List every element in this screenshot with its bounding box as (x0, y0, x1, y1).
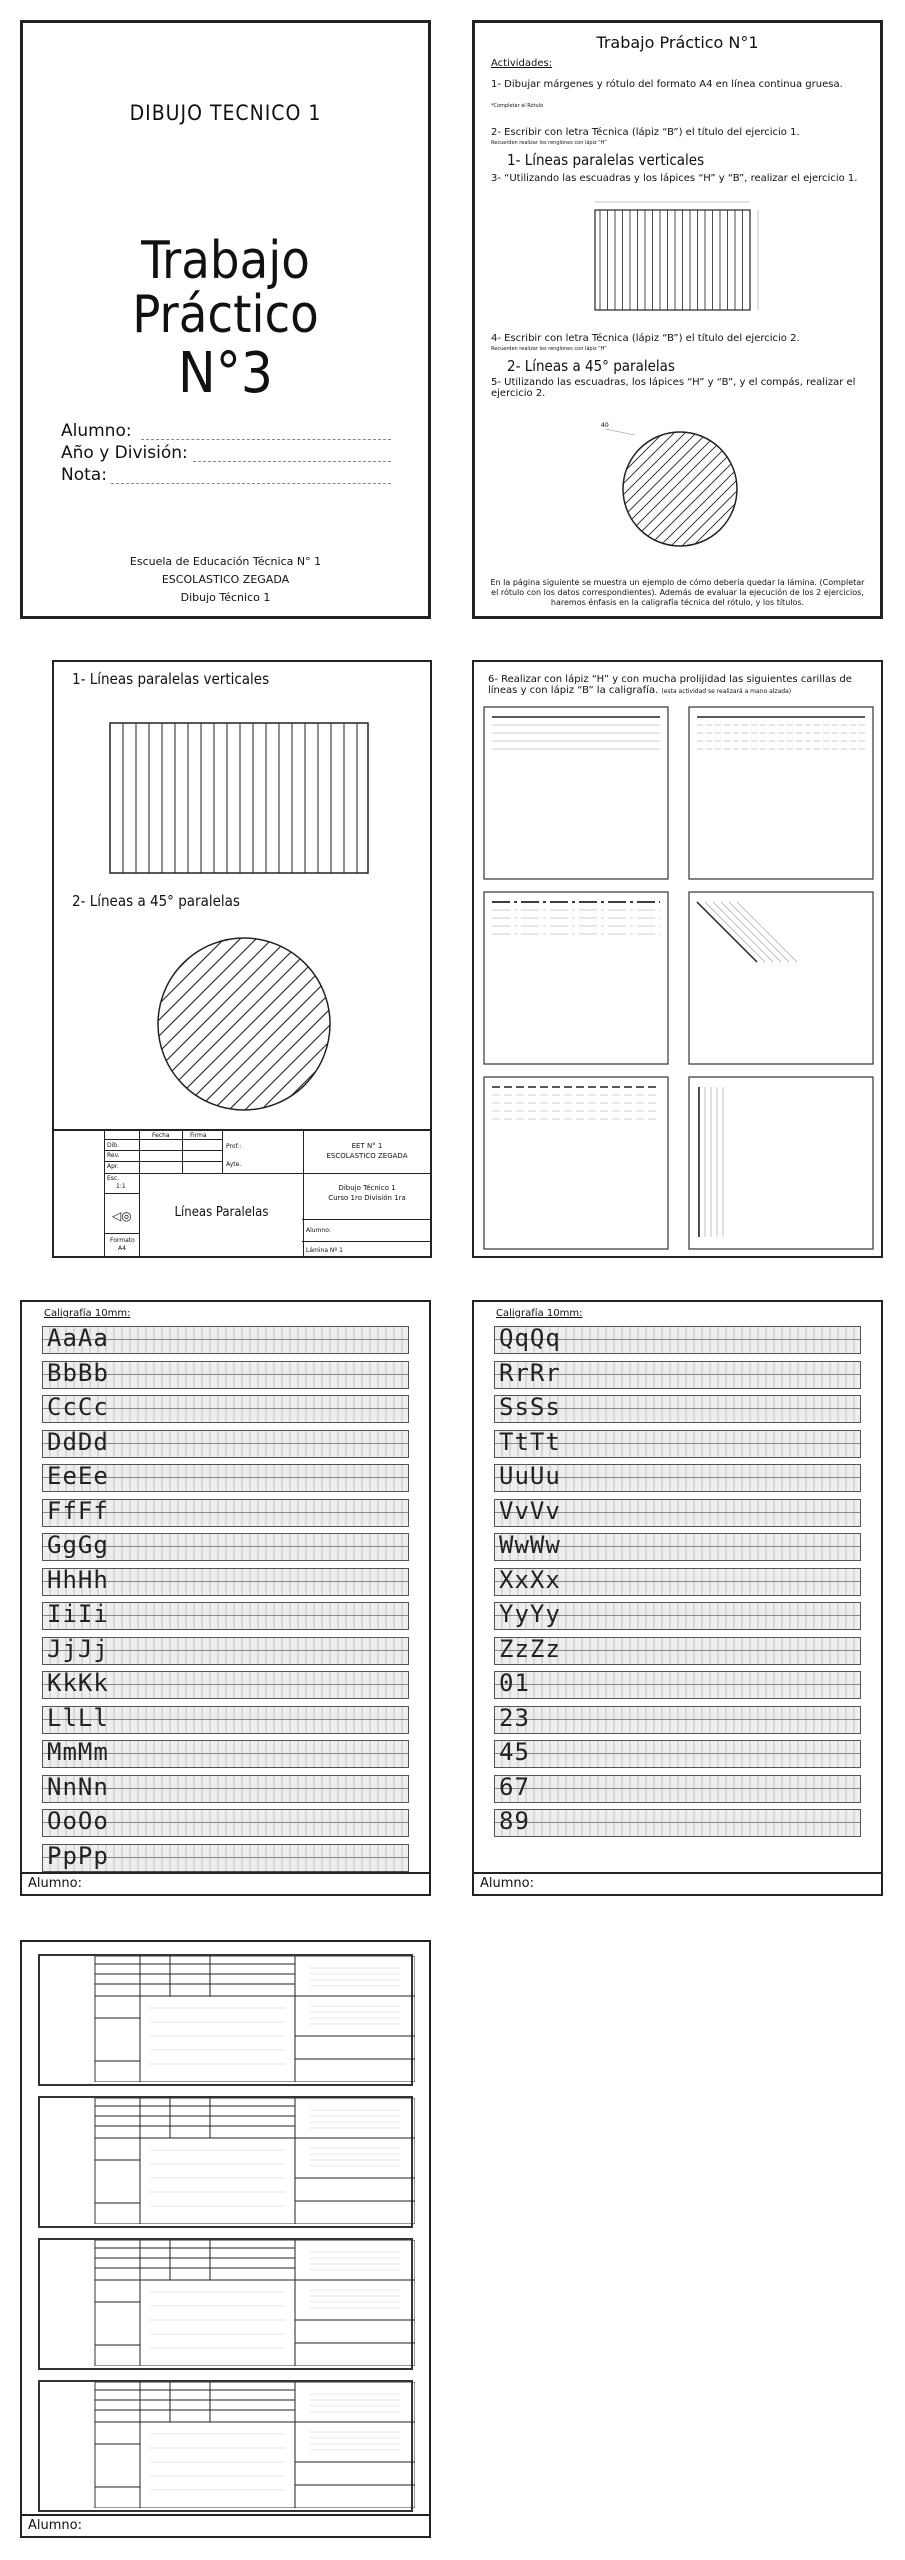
rotulo-fecha: Fecha (152, 1132, 170, 1139)
rotulo-practice-page (20, 1940, 431, 2538)
rotulo-ayte: Ayte. (226, 1161, 242, 1168)
rotulo-lamina: Lámina Nº 1 (306, 1247, 343, 1254)
caligraphy-row (494, 1703, 861, 1734)
field-ano-division: Año y División: (61, 443, 391, 463)
caligraphy-row (494, 1496, 861, 1527)
rotulo-dib: Dib. (107, 1142, 120, 1149)
line-box (484, 1077, 668, 1249)
cover-title-1: Trabajo (141, 231, 310, 291)
instructions-page (472, 20, 883, 619)
caligraphy-text: EeEe (47, 1462, 109, 1490)
caligraphy-text: KkKk (47, 1669, 109, 1697)
rotulo-esc-val: 1:1 (116, 1183, 126, 1190)
rotulo-apr: Apr. (107, 1163, 119, 1170)
cover-title-3: N°3 (178, 341, 273, 406)
caligraphy-row (42, 1740, 409, 1768)
rotulo-subject: Dibujo Técnico 1 Curso 1ro División 1ra (328, 1184, 406, 1202)
caligraphy-row (494, 1464, 861, 1492)
title-block (54, 1129, 430, 1258)
rotulo-sheet (38, 2380, 413, 2512)
caligraphy-text: 89 (499, 1807, 530, 1835)
alumno-bar: Alumno: (22, 2514, 429, 2536)
rotulo-formato-val: A4 (118, 1245, 126, 1252)
caligraphy-text: NnNn (47, 1772, 109, 1801)
caligraphy-text: HhHh (47, 1565, 109, 1594)
ex1-drawing (575, 198, 775, 323)
caligraphy-text: QqQq (499, 1324, 561, 1352)
caligraphy-row (494, 1772, 861, 1803)
rotulo-formato: Formato (110, 1237, 135, 1244)
caligraphy-row (494, 1326, 861, 1354)
caligraphy-row (42, 1533, 409, 1561)
caligraphy-text: 45 (499, 1738, 530, 1766)
field-alumno: Alumno: (61, 421, 391, 441)
cover-page (20, 20, 431, 619)
caligraphy-text: SsSs (499, 1393, 561, 1421)
rotulo-esc: Esc. (107, 1175, 120, 1182)
caligraphy-text: IiIi (47, 1600, 109, 1628)
ex2-drawing (595, 413, 765, 558)
activity-3: 3- “Utilizando las escuadras y los lápices “H” y “B”, realizar el ejercicio 1. (491, 173, 858, 184)
caligraphy-text: RrRr (499, 1358, 561, 1387)
activities-label: Actividades: (491, 58, 553, 69)
ex2-title: 2- Líneas a 45° paralelas (507, 357, 675, 375)
line-box (689, 1077, 873, 1249)
example-page (52, 660, 432, 1258)
caligraphy-row (494, 1809, 861, 1837)
caligraphy-row (494, 1634, 861, 1665)
rotulo-sheet (38, 1954, 413, 2086)
caligraphy-row (42, 1326, 409, 1354)
activity-1: 1- Dibujar márgenes y rótulo del formato A4 en línea continua gruesa. (491, 79, 843, 90)
cover-title-2: Práctico (132, 285, 319, 345)
ex1-heading: 1- Líneas paralelas verticales (72, 670, 270, 688)
ex2-circle (154, 934, 334, 1114)
caligraphy-row (42, 1427, 409, 1458)
caligraphy-text: GgGg (47, 1531, 109, 1559)
caligraphy-text: YyYy (499, 1600, 561, 1628)
caligraphy-page-1 (20, 1300, 431, 1896)
caligraphy-row (494, 1358, 861, 1389)
rotulo-sheet (38, 2238, 413, 2370)
caligraphy-header: Caligrafía 10mm: (496, 1308, 583, 1319)
tp-footer: En la página siguiente se muestra un ejemplo de cómo debería quedar la lámina. (Completar el rótulo con los datos correspondientes). Además de evaluar la ejecución de los 2 ejercicios, haremos énfasis en la caligrafía técnica del rótulo, y los títulos. (490, 578, 865, 607)
field-nota: Nota: (61, 465, 391, 485)
caligraphy-text: 23 (499, 1703, 530, 1732)
caligraphy-text: CcCc (47, 1393, 109, 1421)
activity-2-note: Recuerden realizar los renglones con lápiz “H” (491, 140, 607, 146)
caligraphy-row (494, 1565, 861, 1596)
caligraphy-row (42, 1602, 409, 1630)
ex1-lines (109, 722, 371, 877)
caligraphy-row (42, 1496, 409, 1527)
caligraphy-text: XxXx (499, 1565, 561, 1594)
rotulo-school: EET N° 1 ESCOLASTICO ZEGADA (326, 1142, 408, 1160)
school-line-3: Dibujo Técnico 1 (180, 591, 271, 604)
caligraphy-text: ZzZz (499, 1634, 561, 1663)
caligraphy-row (42, 1464, 409, 1492)
projection-icon: ◁◎ (112, 1209, 132, 1223)
rotulo-alumno: Alumno: (306, 1227, 331, 1234)
caligraphy-text: MmMm (47, 1738, 109, 1766)
caligraphy-row (494, 1533, 861, 1561)
caligraphy-row (42, 1634, 409, 1665)
line-box (484, 707, 668, 879)
caligraphy-header: Caligrafía 10mm: (44, 1308, 131, 1319)
activity-4-note: Recuerden realizar los renglones con lápiz “H” (491, 346, 607, 352)
caligraphy-row (42, 1772, 409, 1803)
rotulo-name: Líneas Paralelas (174, 1205, 269, 1220)
caligraphy-row (42, 1671, 409, 1699)
exercise6-boxes (474, 662, 881, 1256)
dim-label: 40 (601, 422, 609, 429)
caligraphy-row (42, 1809, 409, 1837)
alumno-bar: Alumno: (474, 1872, 881, 1894)
caligraphy-text: AaAa (47, 1324, 109, 1352)
caligraphy-text: FfFf (47, 1496, 109, 1525)
caligraphy-text: UuUu (499, 1462, 561, 1490)
caligraphy-text: PpPp (47, 1841, 109, 1870)
caligraphy-row (494, 1740, 861, 1768)
caligraphy-text: LlLl (47, 1703, 109, 1732)
activity-4: 4- Escribir con letra Técnica (lápiz “B”) el título del ejercicio 2. (491, 333, 800, 344)
caligraphy-row (42, 1703, 409, 1734)
caligraphy-text: TtTt (499, 1427, 561, 1456)
activity-5: 5- Utilizando las escuadras, los lápices “H” y “B”, y el compás, realizar el ejercicio 2. (491, 377, 856, 399)
school-line-2: ESCOLASTICO ZEGADA (161, 573, 290, 586)
caligraphy-row (42, 1841, 409, 1872)
school-line-1: Escuela de Educación Técnica N° 1 (129, 555, 322, 568)
caligraphy-page-2 (472, 1300, 883, 1896)
caligraphy-text: 01 (499, 1669, 530, 1697)
line-box (689, 892, 873, 1064)
exercise6-text: 6- Realizar con lápiz “H” y con mucha prolijidad las siguientes carillas de líneas y con lápiz “B” la caligrafía. (esta actividad se realizará a mano alzada) (488, 674, 852, 696)
cover-subject: DIBUJO TECNICO 1 (129, 101, 322, 125)
alumno-bar: Alumno: (22, 1872, 429, 1894)
caligraphy-text: OoOo (47, 1807, 109, 1835)
ex2-heading: 2- Líneas a 45° paralelas (72, 892, 240, 910)
exercise6-page (472, 660, 883, 1258)
caligraphy-text: WwWw (499, 1531, 561, 1559)
caligraphy-text: VvVv (499, 1496, 561, 1525)
caligraphy-row (494, 1395, 861, 1423)
activity-2: 2- Escribir con letra Técnica (lápiz “B”) el título del ejercicio 1. (491, 127, 800, 138)
line-box (484, 892, 668, 1064)
caligraphy-text: BbBb (47, 1358, 109, 1387)
caligraphy-text: DdDd (47, 1427, 109, 1456)
rotulo-prof: Prof.: (226, 1143, 242, 1150)
caligraphy-row (494, 1671, 861, 1699)
rotulo-sheet (38, 2096, 413, 2228)
ex1-title: 1- Líneas paralelas verticales (507, 151, 705, 169)
tp-title: Trabajo Práctico N°1 (596, 33, 759, 52)
line-box (689, 707, 873, 879)
rotulo-firma: Firma (190, 1132, 207, 1139)
caligraphy-row (494, 1602, 861, 1630)
caligraphy-row (42, 1565, 409, 1596)
caligraphy-row (42, 1358, 409, 1389)
caligraphy-row (42, 1395, 409, 1423)
caligraphy-text: 67 (499, 1772, 530, 1801)
rotulo-rev: Rev. (107, 1152, 120, 1159)
caligraphy-text: JjJj (47, 1634, 109, 1663)
activity-1-note: *Completar el Rótulo (491, 103, 544, 109)
caligraphy-row (494, 1427, 861, 1458)
